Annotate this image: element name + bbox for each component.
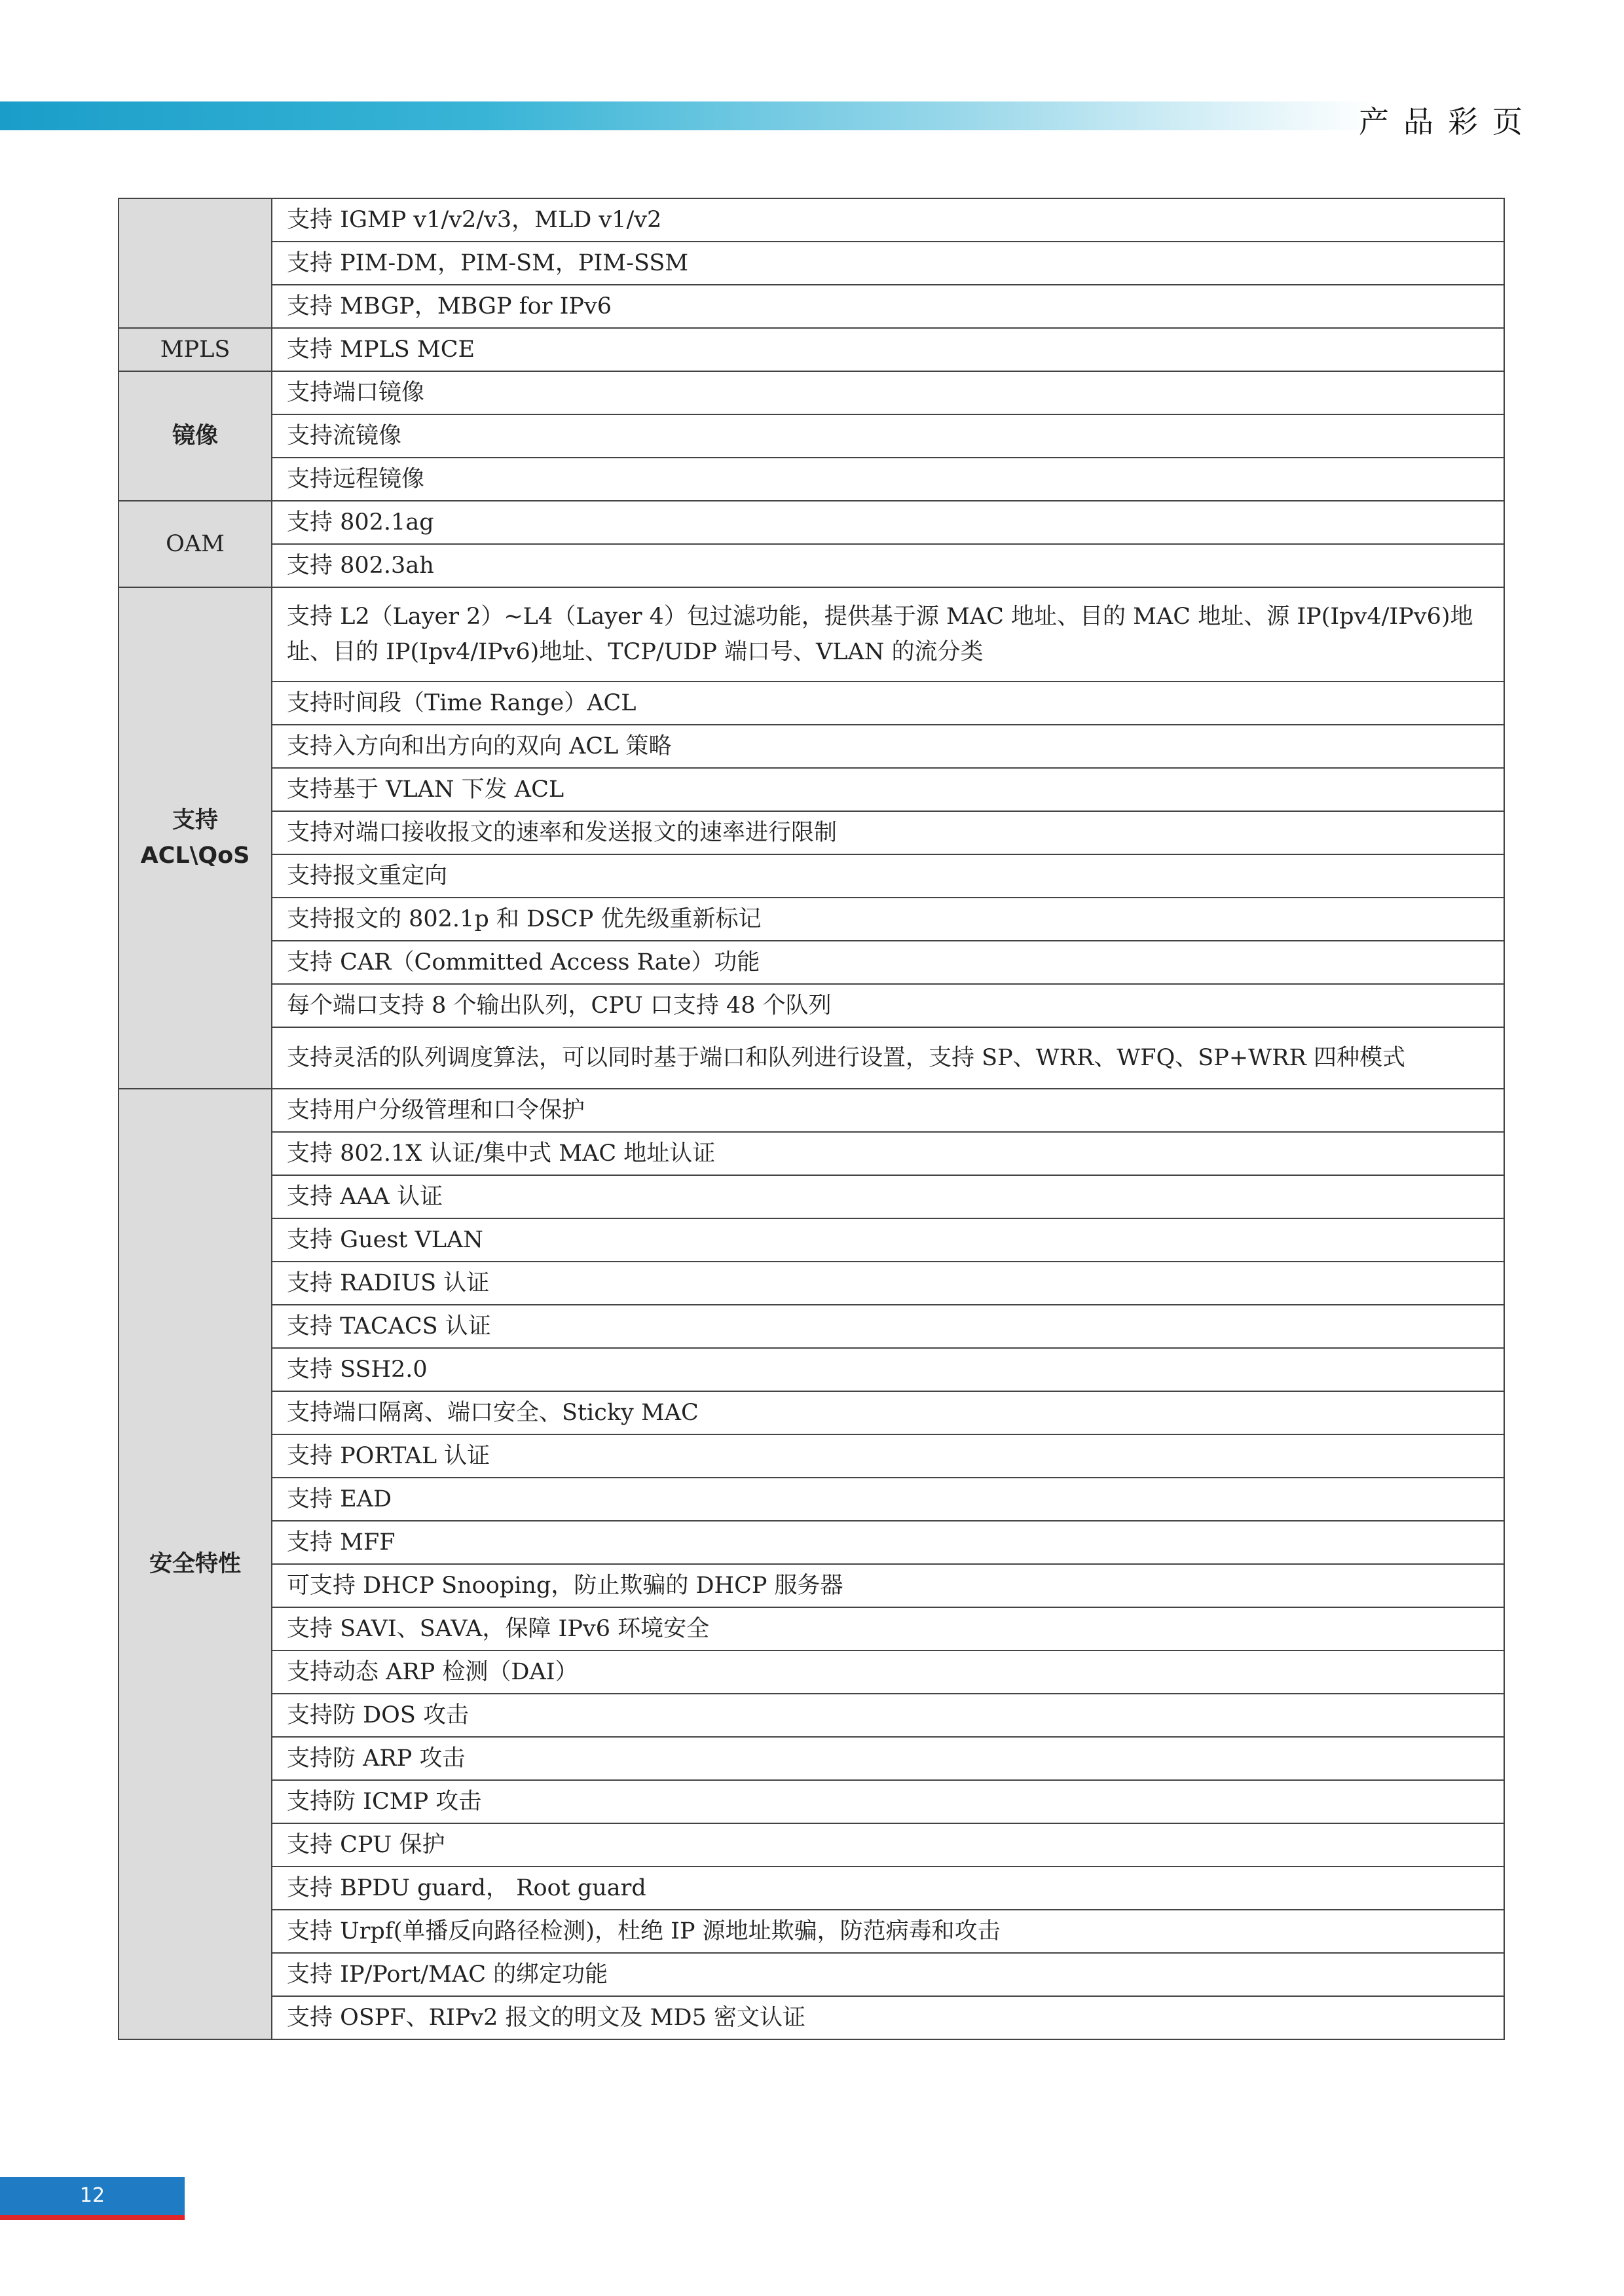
table-row: [119, 1780, 1504, 1823]
feature-cell: 支持 PIM-DM，PIM-SM，PIM-SSM: [272, 242, 1504, 285]
feature-cell: 支持 IP/Port/MAC 的绑定功能: [272, 1953, 1504, 1996]
table-row: [119, 198, 1504, 242]
table-row: [119, 898, 1504, 941]
feature-cell: 支持防 DOS 攻击: [272, 1694, 1504, 1737]
table-row: [119, 1607, 1504, 1650]
table-row: [119, 544, 1504, 587]
feature-cell: 支持 OSPF、RIPv2 报文的明文及 MD5 密文认证: [272, 1996, 1504, 2039]
feature-cell: 支持 SAVI、SAVA，保障 IPv6 环境安全: [272, 1607, 1504, 1650]
table-row: [119, 458, 1504, 501]
table-row: [119, 1089, 1504, 1132]
category-cell-security: 安全特性: [119, 1089, 272, 2039]
table-row: [119, 1996, 1504, 2039]
table-row: [119, 242, 1504, 285]
feature-cell: 支持 MPLS MCE: [272, 328, 1504, 371]
table-row: [119, 1694, 1504, 1737]
table-row: [119, 725, 1504, 768]
feature-cell: 支持对端口接收报文的速率和发送报文的速率进行限制: [272, 811, 1504, 854]
feature-cell: 支持 EAD: [272, 1478, 1504, 1521]
page-number: 12: [0, 2177, 185, 2215]
table-row: [119, 941, 1504, 984]
feature-cell: 支持入方向和出方向的双向 ACL 策略: [272, 725, 1504, 768]
feature-cell: 支持 Urpf(单播反向路径检测)，杜绝 IP 源地址欺骗，防范病毒和攻击: [272, 1910, 1504, 1953]
page-number-accent: [0, 2215, 185, 2220]
table-row: [119, 984, 1504, 1027]
table-row: [119, 1564, 1504, 1607]
table-row: [119, 1391, 1504, 1434]
feature-cell: 支持 SSH2.0: [272, 1348, 1504, 1391]
feature-cell: 支持流镜像: [272, 414, 1504, 458]
table-row: [119, 1650, 1504, 1694]
table-row: [119, 1175, 1504, 1218]
table-row: [119, 1910, 1504, 1953]
category-cell-acl-qos: [119, 587, 272, 1089]
table-row: [119, 768, 1504, 811]
table-row: [119, 1218, 1504, 1262]
category-cell-mirror: 镜像: [119, 371, 272, 501]
feature-cell: 支持报文重定向: [272, 854, 1504, 898]
table-row: [119, 1737, 1504, 1780]
feature-cell: 支持 MFF: [272, 1521, 1504, 1564]
table-row: [119, 501, 1504, 544]
feature-cell: 支持用户分级管理和口令保护: [272, 1089, 1504, 1132]
table-row: [119, 1823, 1504, 1867]
feature-cell: 支持 MBGP，MBGP for IPv6: [272, 285, 1504, 328]
feature-cell: 支持时间段（Time Range）ACL: [272, 682, 1504, 725]
feature-cell: 支持 BPDU guard， Root guard: [272, 1867, 1504, 1910]
feature-cell: 每个端口支持 8 个输出队列，CPU 口支持 48 个队列: [272, 984, 1504, 1027]
table-row: [119, 1953, 1504, 1996]
table-row: [119, 1305, 1504, 1348]
table-row: [119, 811, 1504, 854]
table-row: [119, 1867, 1504, 1910]
feature-cell: 支持 CAR（Committed Access Rate）功能: [272, 941, 1504, 984]
table-row: [119, 854, 1504, 898]
table-row: [119, 285, 1504, 328]
feature-cell: 支持 PORTAL 认证: [272, 1434, 1504, 1478]
feature-cell: 支持端口隔离、端口安全、Sticky MAC: [272, 1391, 1504, 1434]
category-cell-multicast: [119, 198, 272, 328]
table-row: [119, 371, 1504, 414]
table-row: [119, 328, 1504, 371]
table-row: [119, 1027, 1504, 1089]
page-header-title: 产品彩页: [1359, 104, 1537, 139]
category-label-acl-qos: 支持 ACL\QoS: [140, 807, 250, 869]
feature-cell: 支持动态 ARP 检测（DAI）: [272, 1650, 1504, 1694]
table-row: [119, 1262, 1504, 1305]
table-row: [119, 1348, 1504, 1391]
feature-cell: 支持 IGMP v1/v2/v3，MLD v1/v2: [272, 198, 1504, 242]
header-gradient-bar: [0, 101, 1375, 130]
feature-cell: 支持 802.1X 认证/集中式 MAC 地址认证: [272, 1132, 1504, 1175]
feature-cell: 支持 TACACS 认证: [272, 1305, 1504, 1348]
table-row: [119, 1132, 1504, 1175]
feature-cell: 支持报文的 802.1p 和 DSCP 优先级重新标记: [272, 898, 1504, 941]
feature-cell: 支持远程镜像: [272, 458, 1504, 501]
feature-cell: 支持防 ICMP 攻击: [272, 1780, 1504, 1823]
category-cell-oam: OAM: [119, 501, 272, 587]
feature-cell: 支持 CPU 保护: [272, 1823, 1504, 1867]
table-row: [119, 682, 1504, 725]
feature-cell: 支持端口镜像: [272, 371, 1504, 414]
feature-cell: 支持灵活的队列调度算法，可以同时基于端口和队列进行设置，支持 SP、WRR、WFQ、SP+WRR 四种模式: [272, 1027, 1504, 1089]
feature-cell: 支持防 ARP 攻击: [272, 1737, 1504, 1780]
feature-cell: 支持 RADIUS 认证: [272, 1262, 1504, 1305]
table-row: [119, 587, 1504, 682]
feature-cell: 支持 Guest VLAN: [272, 1218, 1504, 1262]
table-row: [119, 1434, 1504, 1478]
category-cell-mpls: MPLS: [119, 328, 272, 371]
feature-cell: 支持 802.1ag: [272, 501, 1504, 544]
feature-cell: 支持 802.3ah: [272, 544, 1504, 587]
spec-table: [118, 198, 1505, 2040]
table-row: [119, 414, 1504, 458]
feature-cell: 支持 AAA 认证: [272, 1175, 1504, 1218]
feature-cell: 可支持 DHCP Snooping，防止欺骗的 DHCP 服务器: [272, 1564, 1504, 1607]
feature-cell: 支持基于 VLAN 下发 ACL: [272, 768, 1504, 811]
feature-cell: 支持 L2（Layer 2）~L4（Layer 4）包过滤功能，提供基于源 MAC 地址、目的 MAC 地址、源 IP(Ipv4/IPv6)地址、目的 IP(Ipv4/IPv6)地址、TCP/UDP 端口号、VLAN 的流分类: [272, 587, 1504, 682]
table-row: [119, 1478, 1504, 1521]
table-row: [119, 1521, 1504, 1564]
